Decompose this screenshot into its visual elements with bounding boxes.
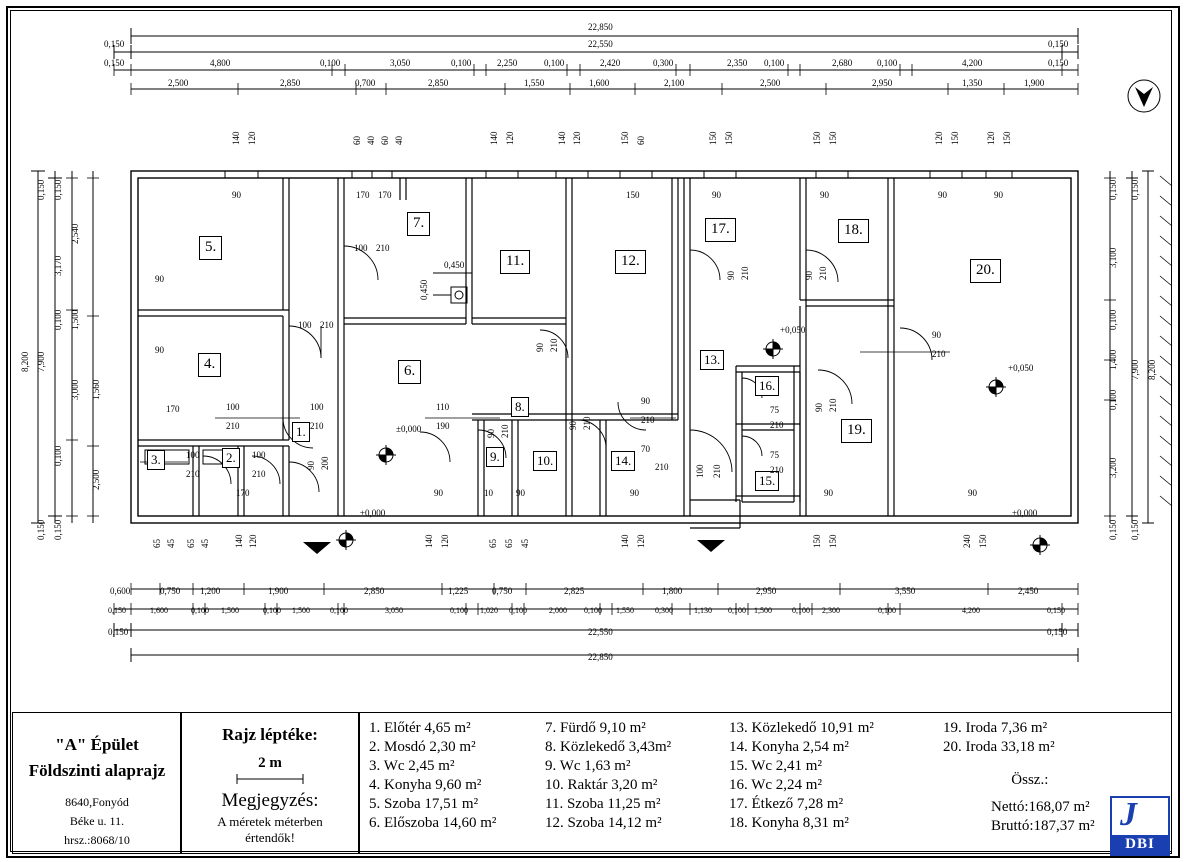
room-label-7: 7. — [407, 212, 430, 236]
room-label-13: 13. — [700, 350, 724, 370]
opening-top-3: 40 — [366, 136, 376, 145]
legend-item: 5. Szoba 17,51 m² — [369, 796, 479, 812]
wall-dim-d: 150 — [626, 190, 640, 200]
dim-bot-total: 22,850 — [588, 652, 613, 662]
door-h: 200 — [320, 456, 330, 470]
dim-bot-b-15: 1,130 — [694, 606, 712, 615]
dim-top-c-12: 0,100 — [877, 58, 898, 68]
dim-right-10: 8,200 — [1147, 359, 1157, 380]
dim-top-c-14: 0,150 — [1048, 58, 1069, 68]
legend-item: 13. Közlekedő 10,91 m² — [729, 720, 874, 736]
dim-bot-a-9: 2,950 — [756, 586, 777, 596]
wall-dim-j: 90 — [630, 488, 639, 498]
dim-bot-b-5: 1,500 — [292, 606, 310, 615]
dim-bot-c-0: 0,150 — [108, 627, 129, 637]
legend-column-1 — [369, 719, 496, 833]
dim-top-d-0: 2,500 — [168, 78, 189, 88]
legend-item: 9. Wc 1,63 m² — [545, 758, 631, 774]
door-w: 110 — [436, 402, 450, 412]
opening-top-1: 120 — [247, 131, 257, 145]
scale-label: Rajz léptéke: — [222, 725, 318, 744]
level-mark: 0,450 — [419, 279, 429, 300]
room-label-8: 8. — [511, 397, 529, 417]
dim-top-d-9: 1,350 — [962, 78, 983, 88]
opening-bot-0: 65 — [152, 539, 162, 548]
door-h: 210 — [818, 266, 828, 280]
opening-top-8: 140 — [557, 131, 567, 145]
dim-left-7: 3,000 — [70, 379, 80, 400]
wall-dim-f: 90 — [820, 190, 829, 200]
door-w: 100 — [226, 402, 240, 412]
opening-bot-15: 240 — [962, 534, 972, 548]
dim-left-2: 2,540 — [70, 223, 80, 244]
dim-top-d-3: 2,850 — [428, 78, 449, 88]
wall-dim-h: 90 — [994, 190, 1003, 200]
room-label-2: 2. — [222, 448, 240, 468]
dim-top-c-3: 3,050 — [390, 58, 411, 68]
door-h: 190 — [436, 421, 450, 431]
dim-bot-a-10: 3,550 — [895, 586, 916, 596]
note-line-1: A méretek méterben — [217, 814, 323, 829]
dim-right-7: 0,150 — [1108, 519, 1118, 540]
dim-bot-b-12: 0,100 — [584, 606, 602, 615]
opening-bot-16: 150 — [978, 534, 988, 548]
dim-bot-b-9: 1,020 — [480, 606, 498, 615]
dim-top-total: 22,850 — [588, 22, 613, 32]
legend-item: 12. Szoba 14,12 m² — [545, 815, 662, 831]
door-h: 210 — [932, 349, 946, 359]
door-h: 210 — [376, 243, 390, 253]
dim-right-3: 0,100 — [1108, 309, 1118, 330]
logo-mark: J — [1120, 796, 1137, 833]
dim-bot-b-0: 0,150 — [108, 606, 126, 615]
door-w: 90 — [804, 271, 814, 280]
dim-bot-b-17: 1,500 — [754, 606, 772, 615]
dim-right-6: 3,200 — [1108, 457, 1118, 478]
door-h: 210 — [712, 464, 722, 478]
legend-item: 7. Fürdő 9,10 m² — [545, 720, 646, 736]
plan-name: Földszinti alaprajz — [28, 761, 166, 780]
door-h: 210 — [655, 462, 669, 472]
level-mark: ±0,000 — [360, 508, 386, 518]
dim-bot-b-3: 1,500 — [221, 606, 239, 615]
door-h: 210 — [252, 469, 266, 479]
wall-dim-g: 90 — [938, 190, 947, 200]
scale-value: 2 m — [258, 755, 282, 771]
door-w: 90 — [486, 429, 496, 438]
dim-top-c-0: 0,150 — [104, 58, 125, 68]
level-mark: +0,050 — [1008, 363, 1034, 373]
dim-bot-a-0: 0,600 — [110, 586, 131, 596]
level-mark: 0,450 — [444, 260, 465, 270]
door-w: 90 — [726, 271, 736, 280]
room-label-17: 17. — [705, 218, 736, 242]
door-w: 90 — [306, 461, 316, 470]
dim-top-c-9: 2,350 — [727, 58, 748, 68]
dim-top-c-13: 4,200 — [962, 58, 983, 68]
dim-left-0: 0,150 — [36, 179, 46, 200]
wall-dim-o: 90 — [516, 488, 525, 498]
dim-bot-c-2: 0,150 — [1047, 627, 1068, 637]
wall-dim-k: 90 — [824, 488, 833, 498]
legend-item: 10. Raktár 3,20 m² — [545, 777, 658, 793]
door-w: 75 — [770, 450, 779, 460]
dim-bot-b-2: 0,100 — [191, 606, 209, 615]
dim-top-d-4: 1,550 — [524, 78, 545, 88]
opening-top-13: 150 — [724, 131, 734, 145]
wall-dim-r: 170 — [166, 404, 180, 414]
dim-bot-b-8: 0,100 — [450, 606, 468, 615]
dim-bot-b-7: 3,050 — [385, 606, 403, 615]
dim-right-9: 7,900 — [1130, 359, 1140, 380]
dim-left-13: 7,900 — [36, 351, 46, 372]
room-label-12: 12. — [615, 250, 646, 274]
dim-left-6: 1,560 — [91, 379, 101, 400]
opening-top-5: 40 — [394, 136, 404, 145]
dim-top-c-5: 2,250 — [497, 58, 518, 68]
dim-left-1: 0,150 — [53, 179, 63, 200]
dim-top-d-6: 2,100 — [664, 78, 685, 88]
opening-bot-2: 65 — [186, 539, 196, 548]
opening-bot-7: 120 — [440, 534, 450, 548]
wall-dim-n: 10 — [484, 488, 493, 498]
door-w: 90 — [641, 396, 650, 406]
legend-column-2 — [545, 719, 671, 833]
door-h: 210 — [770, 420, 784, 430]
dim-left-8: 0,100 — [53, 445, 63, 466]
dim-bot-a-5: 1,225 — [448, 586, 469, 596]
legend-item: 18. Konyha 8,31 m² — [729, 815, 849, 831]
opening-bot-5: 120 — [248, 534, 258, 548]
dim-bot-a-6: 0,750 — [492, 586, 513, 596]
opening-bot-13: 150 — [812, 534, 822, 548]
scale-bar — [181, 772, 359, 786]
dim-top-c-11: 2,680 — [832, 58, 853, 68]
legend-item: 2. Mosdó 2,30 m² — [369, 739, 476, 755]
dim-right-4: 1,400 — [1108, 349, 1118, 370]
legend-item: 3. Wc 2,45 m² — [369, 758, 455, 774]
door-w: 100 — [186, 450, 200, 460]
legend-item: 1. Előtér 4,65 m² — [369, 720, 471, 736]
dim-bot-a-1: 0,750 — [160, 586, 181, 596]
door-w: 75 — [770, 405, 779, 415]
wall-dim-c: 170 — [378, 190, 392, 200]
door-h: 210 — [641, 415, 655, 425]
opening-bot-4: 140 — [234, 534, 244, 548]
room-label-19: 19. — [841, 419, 872, 443]
level-mark: ±0,000 — [396, 424, 422, 434]
dim-left-12: 8,200 — [20, 351, 30, 372]
opening-bot-9: 65 — [504, 539, 514, 548]
opening-top-14: 150 — [812, 131, 822, 145]
wall-dim-e: 90 — [712, 190, 721, 200]
dim-bot-c-1: 22,550 — [588, 627, 613, 637]
dim-bot-b-20: 0,100 — [878, 606, 896, 615]
door-w: 100 — [695, 464, 705, 478]
wall-dim-i: 90 — [434, 488, 443, 498]
totals-label: Össz.: — [1011, 772, 1049, 788]
dim-top-d-7: 2,500 — [760, 78, 781, 88]
dim-top-b-2: 0,150 — [1048, 39, 1069, 49]
dim-top-b-1: 22,550 — [588, 39, 613, 49]
legend-item: 19. Iroda 7,36 m² — [943, 720, 1048, 736]
opening-top-19: 150 — [1002, 131, 1012, 145]
door-w: 90 — [535, 343, 545, 352]
opening-top-12: 150 — [708, 131, 718, 145]
opening-bot-8: 65 — [488, 539, 498, 548]
dim-top-d-1: 2,850 — [280, 78, 301, 88]
dim-left-9: 2,500 — [91, 469, 101, 490]
room-label-6: 6. — [398, 360, 421, 384]
legend-column-3 — [729, 719, 874, 833]
dim-top-d-10: 1,900 — [1024, 78, 1045, 88]
door-h: 210 — [320, 320, 334, 330]
dim-bot-b-18: 0,100 — [792, 606, 810, 615]
dim-bot-b-1: 1,600 — [150, 606, 168, 615]
level-mark: +0,050 — [780, 325, 806, 335]
dim-right-5: 0,100 — [1108, 389, 1118, 410]
level-mark: ±0,000 — [1012, 508, 1038, 518]
note-title: Megjegyzés: — [221, 790, 319, 811]
room-label-16: 16. — [755, 376, 779, 396]
address-line-3: hrsz.:8068/10 — [64, 833, 130, 847]
dim-top-c-8: 0,300 — [653, 58, 674, 68]
dim-bot-a-7: 2,825 — [564, 586, 585, 596]
door-w: 100 — [310, 402, 324, 412]
legend-item: 6. Előszoba 14,60 m² — [369, 815, 497, 831]
wall-dim-l: 90 — [968, 488, 977, 498]
opening-top-0: 140 — [231, 131, 241, 145]
dim-right-8: 0,150 — [1130, 519, 1140, 540]
legend-item: 17. Étkező 7,28 m² — [729, 796, 844, 812]
opening-top-2: 60 — [352, 136, 362, 145]
room-label-11: 11. — [500, 250, 530, 274]
wall-dim-q: 90 — [155, 345, 164, 355]
wall-dim-a: 90 — [232, 190, 241, 200]
company-logo — [1110, 796, 1170, 856]
dim-left-11: 0,150 — [53, 519, 63, 540]
dim-top-c-7: 2,420 — [600, 58, 621, 68]
door-h: 210 — [770, 465, 784, 475]
legend-item: 11. Szoba 11,25 m² — [545, 796, 661, 812]
door-h: 210 — [582, 416, 592, 430]
dim-top-b-0: 0,150 — [104, 39, 125, 49]
opening-top-7: 120 — [505, 131, 515, 145]
dim-bot-a-8: 1,800 — [662, 586, 683, 596]
room-label-18: 18. — [838, 219, 869, 243]
dim-right-2: 3,100 — [1108, 247, 1118, 268]
dim-bot-a-3: 1,900 — [268, 586, 289, 596]
dim-left-3: 3,170 — [53, 255, 63, 276]
logo-text: DBI — [1112, 835, 1168, 854]
dim-right-1: 0,150 — [1130, 179, 1140, 200]
wall-dim-b: 170 — [356, 190, 370, 200]
scale-block — [180, 712, 360, 854]
opening-top-10: 150 — [620, 131, 630, 145]
opening-top-16: 120 — [934, 131, 944, 145]
opening-top-4: 60 — [380, 136, 390, 145]
door-w: 90 — [814, 403, 824, 412]
legend-item: 4. Konyha 9,60 m² — [369, 777, 482, 793]
legend-column-4 — [943, 719, 1095, 836]
door-h: 210 — [500, 424, 510, 438]
legend-item: 20. Iroda 33,18 m² — [943, 739, 1055, 755]
door-w: 100 — [252, 450, 266, 460]
dim-left-4: 1,500 — [70, 309, 80, 330]
legend-item: 16. Wc 2,24 m² — [729, 777, 822, 793]
door-h: 210 — [186, 469, 200, 479]
room-label-14: 14. — [611, 451, 635, 471]
dim-top-d-5: 1,600 — [589, 78, 610, 88]
note-line-2: értendők! — [245, 830, 295, 845]
dim-top-d-2: 0,700 — [355, 78, 376, 88]
legend-item: 15. Wc 2,41 m² — [729, 758, 822, 774]
opening-bot-11: 140 — [620, 534, 630, 548]
dim-bot-a-11: 2,450 — [1018, 586, 1039, 596]
legend-item: 8. Közlekedő 3,43m² — [545, 739, 672, 755]
dim-top-c-10: 0,100 — [764, 58, 785, 68]
legend-item: 14. Konyha 2,54 m² — [729, 739, 849, 755]
dim-bot-b-10: 0,100 — [509, 606, 527, 615]
opening-top-9: 120 — [572, 131, 582, 145]
opening-top-17: 150 — [950, 131, 960, 145]
opening-top-18: 120 — [986, 131, 996, 145]
dim-top-d-8: 2,950 — [872, 78, 893, 88]
room-label-9: 9. — [486, 447, 504, 467]
dim-bot-b-6: 0,100 — [330, 606, 348, 615]
dim-bot-b-19: 2,300 — [822, 606, 840, 615]
dim-bot-b-4: 0,100 — [263, 606, 281, 615]
dim-bot-a-4: 2,850 — [364, 586, 385, 596]
room-label-15: 15. — [755, 471, 779, 491]
room-label-1: 1. — [292, 422, 310, 442]
opening-bot-3: 45 — [200, 539, 210, 548]
dim-bot-b-16: 0,100 — [728, 606, 746, 615]
dim-left-5: 0,100 — [53, 309, 63, 330]
opening-bot-14: 150 — [828, 534, 838, 548]
total-net: Nettó:168,07 m² — [991, 799, 1090, 815]
dim-bot-b-11: 2,000 — [549, 606, 567, 615]
dim-top-c-4: 0,100 — [451, 58, 472, 68]
room-label-10: 10. — [533, 451, 557, 471]
door-w: 90 — [932, 330, 941, 340]
wall-dim-m: 170 — [236, 488, 250, 498]
door-h: 210 — [828, 398, 838, 412]
dim-top-c-1: 4,800 — [210, 58, 231, 68]
opening-bot-1: 45 — [166, 539, 176, 548]
door-h: 210 — [740, 266, 750, 280]
room-label-20: 20. — [970, 259, 1001, 283]
room-label-5: 5. — [199, 236, 222, 260]
total-gross: Bruttó:187,37 m² — [991, 818, 1095, 834]
door-w: 100 — [298, 320, 312, 330]
building-name: "A" Épület — [55, 735, 139, 754]
opening-top-15: 150 — [828, 131, 838, 145]
door-h: 210 — [226, 421, 240, 431]
room-legend — [358, 712, 1172, 854]
dim-left-10: 0,150 — [36, 519, 46, 540]
wall-dim-p: 90 — [155, 274, 164, 284]
opening-bot-12: 120 — [636, 534, 646, 548]
opening-bot-6: 140 — [424, 534, 434, 548]
address-line-1: 8640,Fonyód — [65, 795, 129, 809]
dim-bot-b-13: 1,550 — [616, 606, 634, 615]
dim-bot-b-22: 0,150 — [1047, 606, 1065, 615]
dim-top-c-2: 0,100 — [320, 58, 341, 68]
door-w: 90 — [568, 421, 578, 430]
dim-top-c-6: 0,100 — [544, 58, 565, 68]
dim-bot-a-2: 1,200 — [200, 586, 221, 596]
title-block — [12, 712, 182, 854]
dim-right-0: 0,150 — [1108, 179, 1118, 200]
dim-bot-b-14: 0,300 — [655, 606, 673, 615]
room-label-3: 3. — [147, 450, 165, 470]
door-w: 100 — [354, 243, 368, 253]
room-label-4: 4. — [198, 353, 221, 377]
opening-top-11: 60 — [636, 136, 646, 145]
door-w: 70 — [641, 444, 650, 454]
opening-top-6: 140 — [489, 131, 499, 145]
opening-bot-10: 45 — [520, 539, 530, 548]
door-h: 210 — [310, 421, 324, 431]
dim-bot-b-21: 4,200 — [962, 606, 980, 615]
door-h: 210 — [549, 338, 559, 352]
address-line-2: Béke u. 11. — [69, 814, 125, 828]
